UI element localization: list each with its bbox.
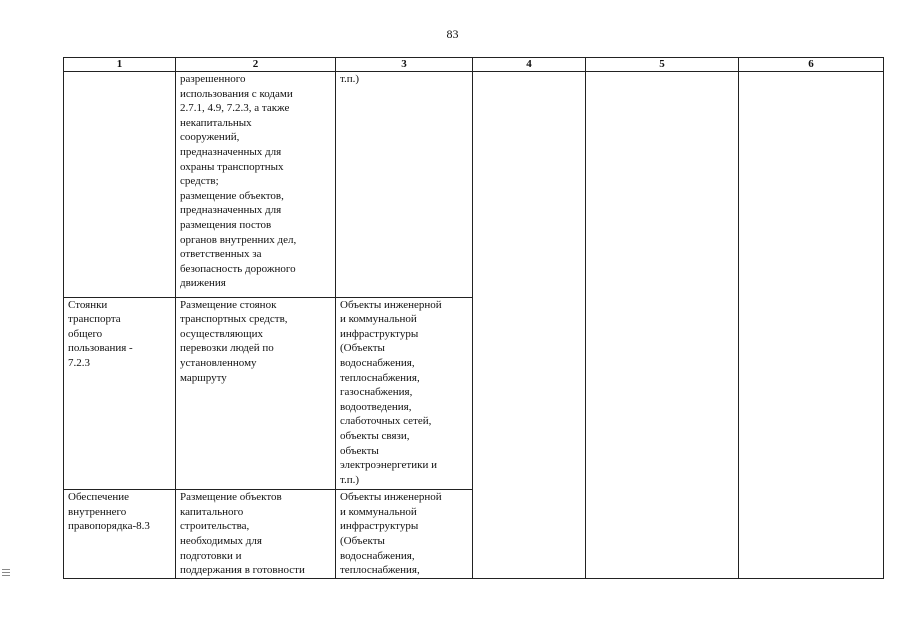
use-type-cell	[64, 72, 176, 298]
page-number: 83	[446, 27, 459, 41]
zoning-table	[63, 57, 884, 579]
column-header-3: 3	[336, 58, 473, 72]
column-header-5: 5	[586, 58, 739, 72]
description-cell: Размещение стоянок транспортных средств, осуществляющих перевозки людей по установленному маршруту	[176, 297, 336, 490]
auxiliary-cell: Объекты инженерной и коммунальной инфраструктуры (Объекты водоснабжения, теплоснабжения,	[336, 490, 473, 579]
column-6-cell	[739, 72, 884, 579]
description-cell: Размещение объектов капитального строительства, необходимых для подготовки и поддержания в готовности	[176, 490, 336, 579]
use-type-cell: Стоянки транспорта общего пользования - 7.2.3	[64, 297, 176, 490]
column-4-cell	[473, 72, 586, 579]
column-header-1: 1	[64, 58, 176, 72]
auxiliary-cell: Объекты инженерной и коммунальной инфраструктуры (Объекты водоснабжения, теплоснабжения, газоснабжения, водоотведения, слаботочных сетей, объекты связи, объекты электроэнергетики и т.п.)	[336, 297, 473, 490]
column-header-6: 6	[739, 58, 884, 72]
table-row	[64, 72, 884, 298]
column-5-cell	[586, 72, 739, 579]
column-header-4: 4	[473, 58, 586, 72]
description-cell: разрешенного использования с кодами 2.7.1, 4.9, 7.2.3, а также некапитальных сооружений, предназначенных для охраны транспортных средств; размещение объектов, предназначенных для размещения постов органов внутренних дел, ответственных за безопасность дорожного движения	[176, 72, 336, 298]
use-type-cell: Обеспечение внутреннего правопорядка-8.3	[64, 490, 176, 579]
scan-margin-mark	[2, 569, 10, 579]
auxiliary-cell: т.п.)	[336, 72, 473, 298]
header-row	[64, 58, 884, 72]
column-header-2: 2	[176, 58, 336, 72]
